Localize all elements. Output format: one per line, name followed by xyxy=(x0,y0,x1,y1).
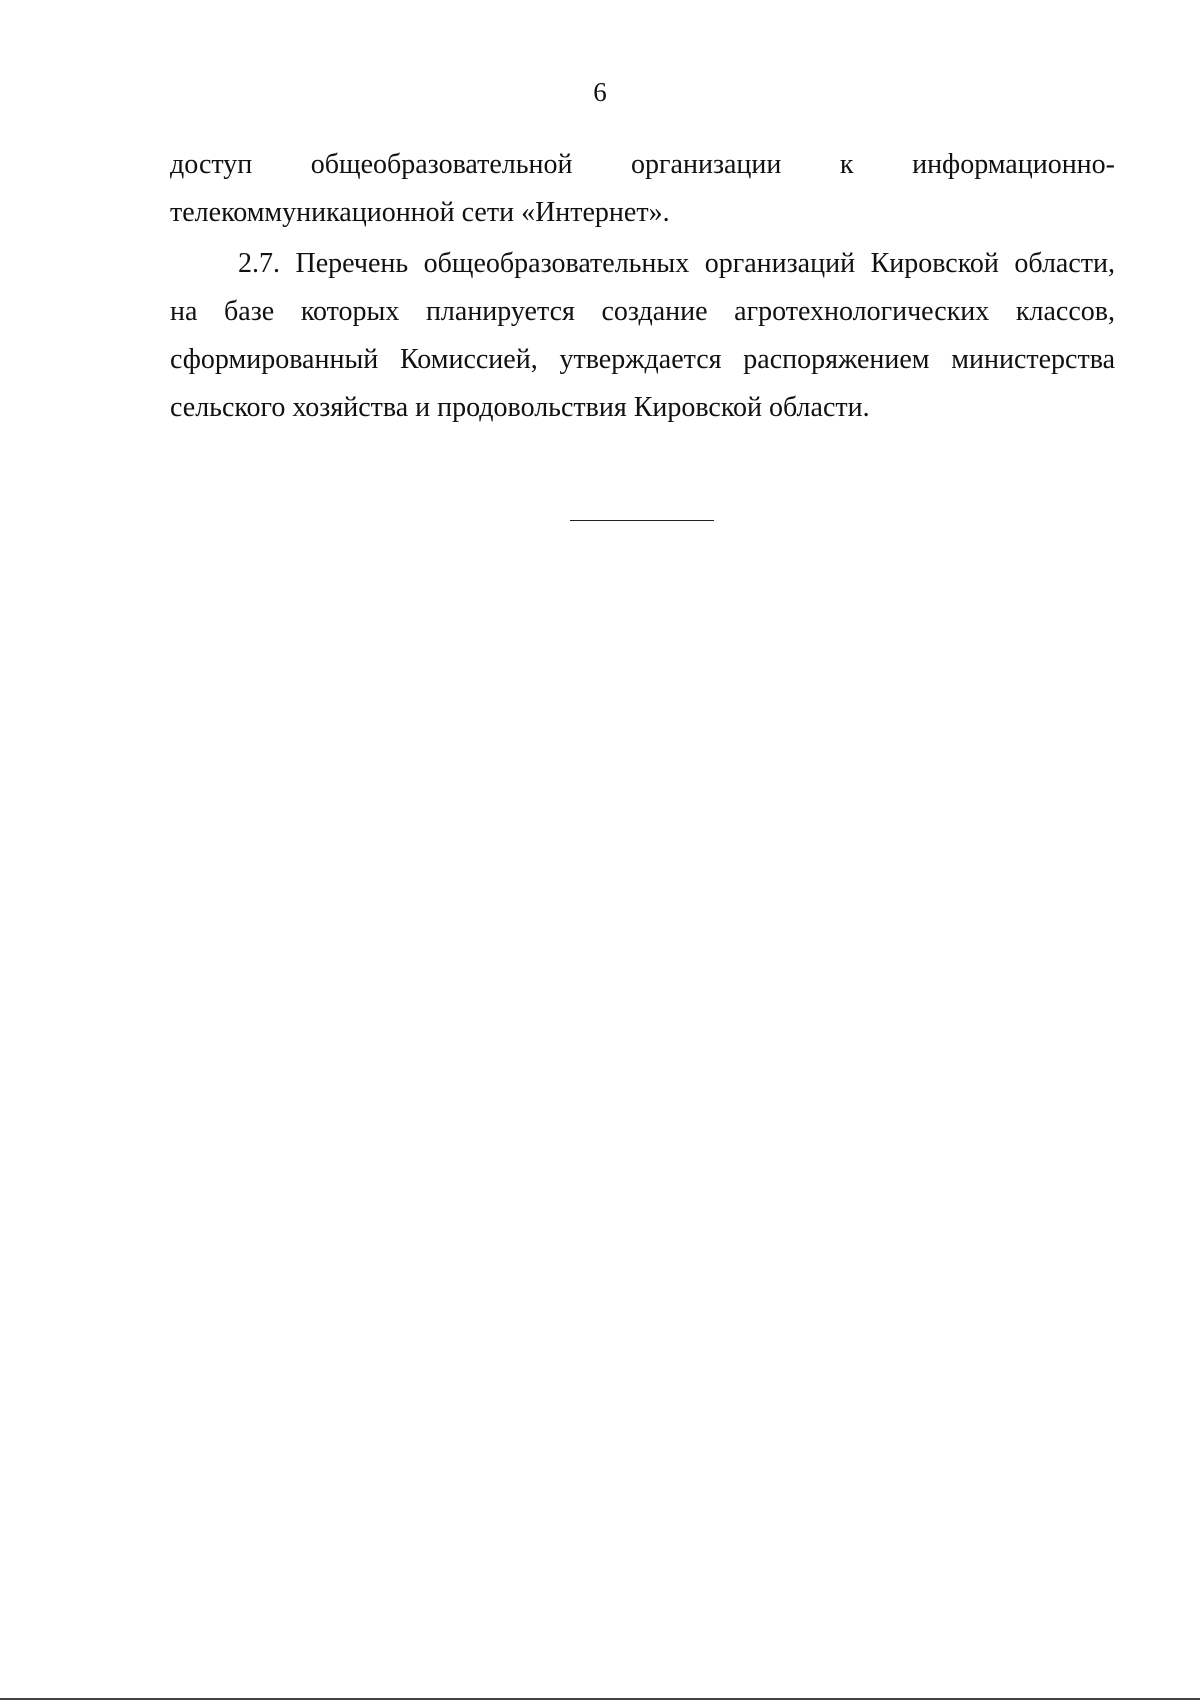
paragraph-2-7 xyxy=(170,240,1115,432)
paragraph-line: сельского хозяйства и продовольствия Кировской области. xyxy=(170,392,870,423)
end-separator-line xyxy=(570,520,714,521)
paragraph-line: телекоммуникационной сети «Интернет». xyxy=(170,197,670,228)
paragraph-line: сформированный Комиссией, утверждается распоряжением министерства xyxy=(170,344,1115,375)
paragraph-continuation xyxy=(170,141,1115,237)
paragraph-line: 2.7. Перечень общеобразовательных организаций Кировской области, xyxy=(238,248,1115,279)
page-number: 6 xyxy=(593,77,607,107)
paragraph-line: доступ общеобразовательной организации к информационно- xyxy=(170,149,1115,180)
paragraph-line: на базе которых планируется создание агротехнологических классов, xyxy=(170,296,1115,327)
